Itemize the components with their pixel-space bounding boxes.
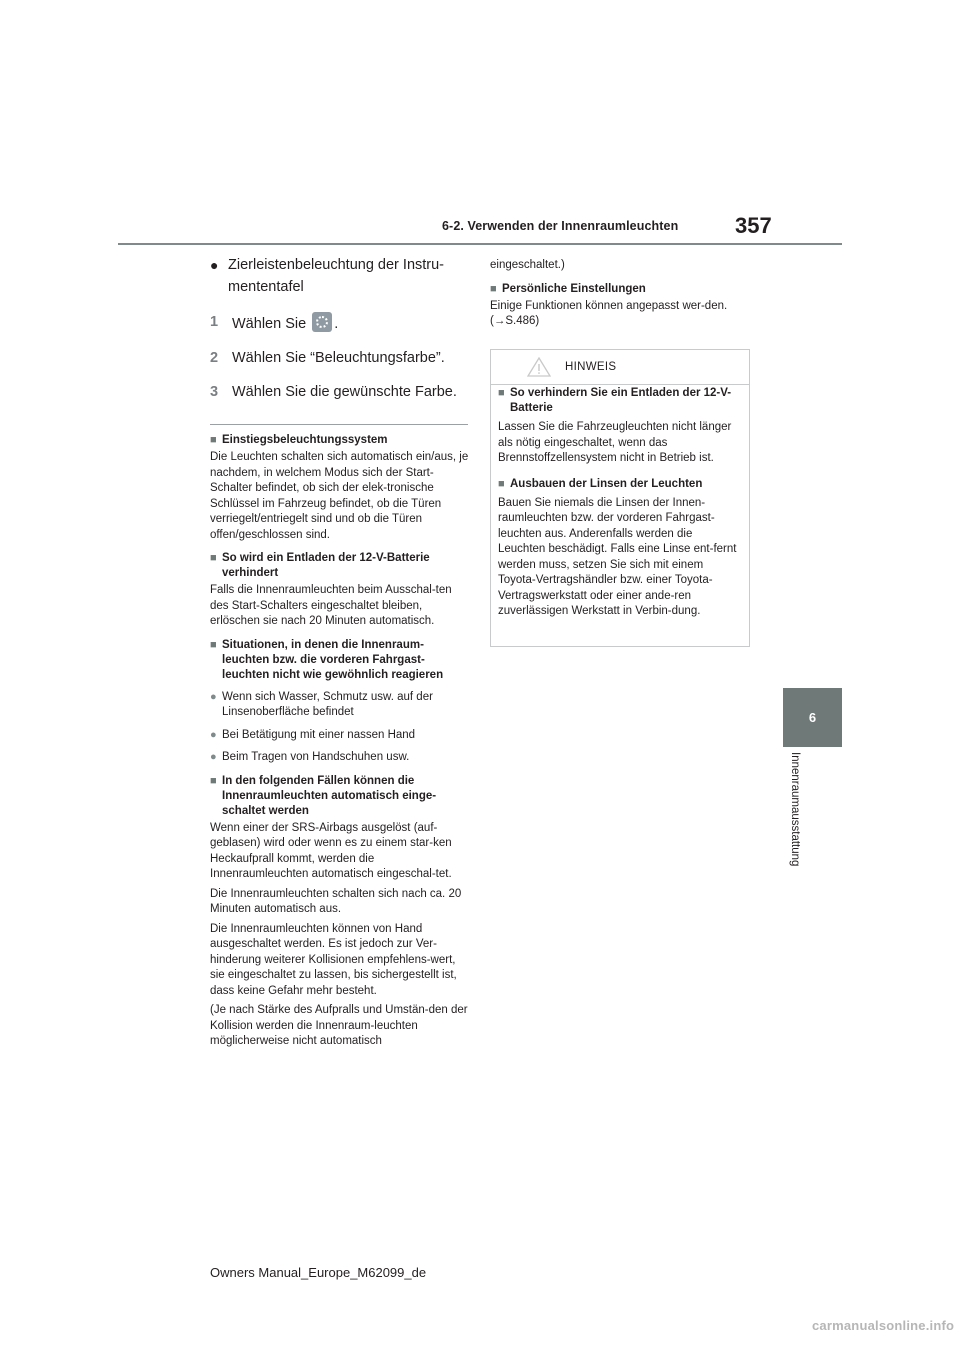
notice-box: [490, 349, 750, 647]
page-number: 357: [735, 213, 772, 238]
paragraph: Falls die Innenraumleuchten beim Ausschal-ten des Start-Schalters eingeschaltet bleiben, erlöschen sie nach 20 Minuten automatisch.: [210, 584, 452, 627]
square-bullet-icon: ■: [210, 774, 217, 787]
square-bullet-icon: ■: [490, 282, 497, 295]
list-item: [210, 690, 470, 721]
notice-section-heading-text: Ausbauen der Linsen der Leuchten: [510, 477, 703, 490]
notice-section-heading: [498, 477, 742, 492]
gear-settings-icon: [312, 312, 332, 332]
step-text-after: .: [334, 316, 339, 332]
square-bullet-icon: ■: [210, 434, 217, 446]
paragraph: (Je nach Stärke des Aufpralls und Umstän-den der Kollision werden die Innenraum-leuchten möglicherweise nicht automatisch: [210, 1004, 468, 1047]
section-heading: [210, 551, 470, 581]
left-column: [210, 252, 470, 1050]
circle-bullet-icon: ●: [210, 728, 217, 741]
paragraph: Die Leuchten schalten sich automatisch ein/aus, je nachdem, in welchem Modus sich der Start-Schalter befindet, ob sich der elek-tronische Schlüssel im Fahrzeug befindet, ob die Türen verriegelt/entriegelt sind und ob die Türen offen/geschlossen sind.: [210, 451, 469, 541]
list-item: [210, 750, 470, 766]
header-rule: [118, 243, 842, 245]
step-1: [210, 312, 470, 334]
step-text-before: Wählen Sie: [232, 316, 307, 332]
section-title: 6-2. Verwenden der Innenraumleuchten: [442, 219, 679, 233]
section-heading: [210, 638, 470, 683]
notice-paragraph: Lassen Sie die Fahrzeugleuchten nicht länger als nötig eingeschaltet, wenn das Brennstoffzellensystem nicht in Betrieb ist.: [498, 421, 732, 464]
section-heading: [210, 433, 470, 448]
chapter-title-vertical: [783, 752, 807, 912]
paragraph: Wenn einer der SRS-Airbags ausgelöst (auf-geblasen) wird oder wenn es zu einem star-ken Heckaufprall kommt, werden die Innenraumleuchten automatisch eingeschal-tet.: [210, 821, 452, 880]
step-number: 2: [210, 350, 219, 366]
section-heading-text: Persönliche Einstellungen: [502, 282, 646, 295]
square-bullet-icon: ■: [498, 477, 505, 490]
section-heading-text: So wird ein Entladen der 12-V-Batterie verhindert: [222, 552, 430, 579]
notice-title: HINWEIS: [565, 361, 617, 373]
notice-body: [491, 386, 749, 620]
paragraph: Die Innenraumleuchten können von Hand ausgeschaltet werden. Es ist jedoch zur Ver-hinderung weiterer Kollisionen empfehlens-wert, sie eingeschaltet zu lassen, bis sichergestellt ist, dass keine Gefahr mehr besteht.: [210, 922, 457, 997]
list-item-text: Bei Betätigung mit einer nassen Hand: [222, 728, 416, 741]
circle-bullet-icon: ●: [210, 751, 217, 763]
step-text: Wählen Sie die gewünschte Farbe.: [232, 384, 457, 400]
step-number: 3: [210, 384, 219, 400]
chapter-number: 6: [808, 710, 817, 725]
feature-bullet-text: Zierleistenbeleuchtung der Instru-mententafel: [228, 257, 445, 295]
chapter-tab[interactable]: [783, 688, 842, 747]
list-item-text: Beim Tragen von Handschuhen usw.: [222, 751, 410, 763]
square-bullet-icon: ■: [210, 552, 217, 564]
section-heading-text: Einstiegsbeleuchtungssystem: [222, 434, 388, 446]
step-text: [232, 312, 338, 334]
notice-section-heading-text: So verhindern Sie ein Entladen der 12-V-Batterie: [510, 387, 732, 414]
section-heading-text: In den folgenden Fällen können die Innenraumleuchten automatisch einge-schaltet werden: [222, 774, 437, 817]
step-2: [210, 348, 470, 368]
circle-bullet-icon: ●: [210, 690, 217, 703]
square-bullet-icon: ■: [498, 387, 505, 399]
list-item: [210, 728, 470, 744]
paragraph: Die Innenraumleuchten schalten sich nach ca. 20 Minuten automatisch aus.: [210, 887, 462, 915]
bullet-dot-icon: ●: [210, 257, 219, 273]
right-column: [490, 256, 752, 330]
continuation-text: eingeschaltet.): [490, 259, 565, 271]
section-heading: [490, 282, 752, 297]
square-bullet-icon: ■: [210, 638, 217, 651]
notice-paragraph: Bauen Sie niemals die Linsen der Innen-raumleuchten bzw. der vorderen Fahrgast-leuchten aus. Anderenfalls werden die Leuchten beschädigt. Falls eine Linse ent-fernt werden muss, setzen Sie sich mit einem Toyota-Vertragshändler bzw. einer Toyota-Vertragswerkstatt oder einer ande-ren zuverlässigen Werkstatt in Verbin-dung.: [498, 496, 737, 617]
notice-section-heading: [498, 386, 742, 416]
step-text: Wählen Sie “Beleuchtungsfarbe”.: [232, 350, 445, 366]
notice-header: [491, 350, 749, 385]
feature-bullet: [210, 254, 470, 298]
section-divider: [210, 424, 468, 425]
paragraph: Einige Funktionen können angepasst wer-den. (→S.486): [490, 299, 728, 327]
step-number: 1: [210, 314, 219, 330]
warning-triangle-icon: [527, 357, 551, 377]
watermark: carmanualsonline.info: [812, 1318, 955, 1333]
section-heading: [210, 774, 470, 819]
list-item-text: Wenn sich Wasser, Schmutz usw. auf der Linsenoberfläche befindet: [222, 690, 433, 718]
footer-text: Owners Manual_Europe_M62099_de: [210, 1265, 427, 1280]
step-3: [210, 382, 470, 402]
chapter-title: Innenraumausstattung: [789, 752, 801, 867]
section-heading-text: Situationen, in denen die Innenraum-leuchten bzw. die vorderen Fahrgast-leuchten nicht wie gewöhnlich reagieren: [222, 638, 444, 681]
